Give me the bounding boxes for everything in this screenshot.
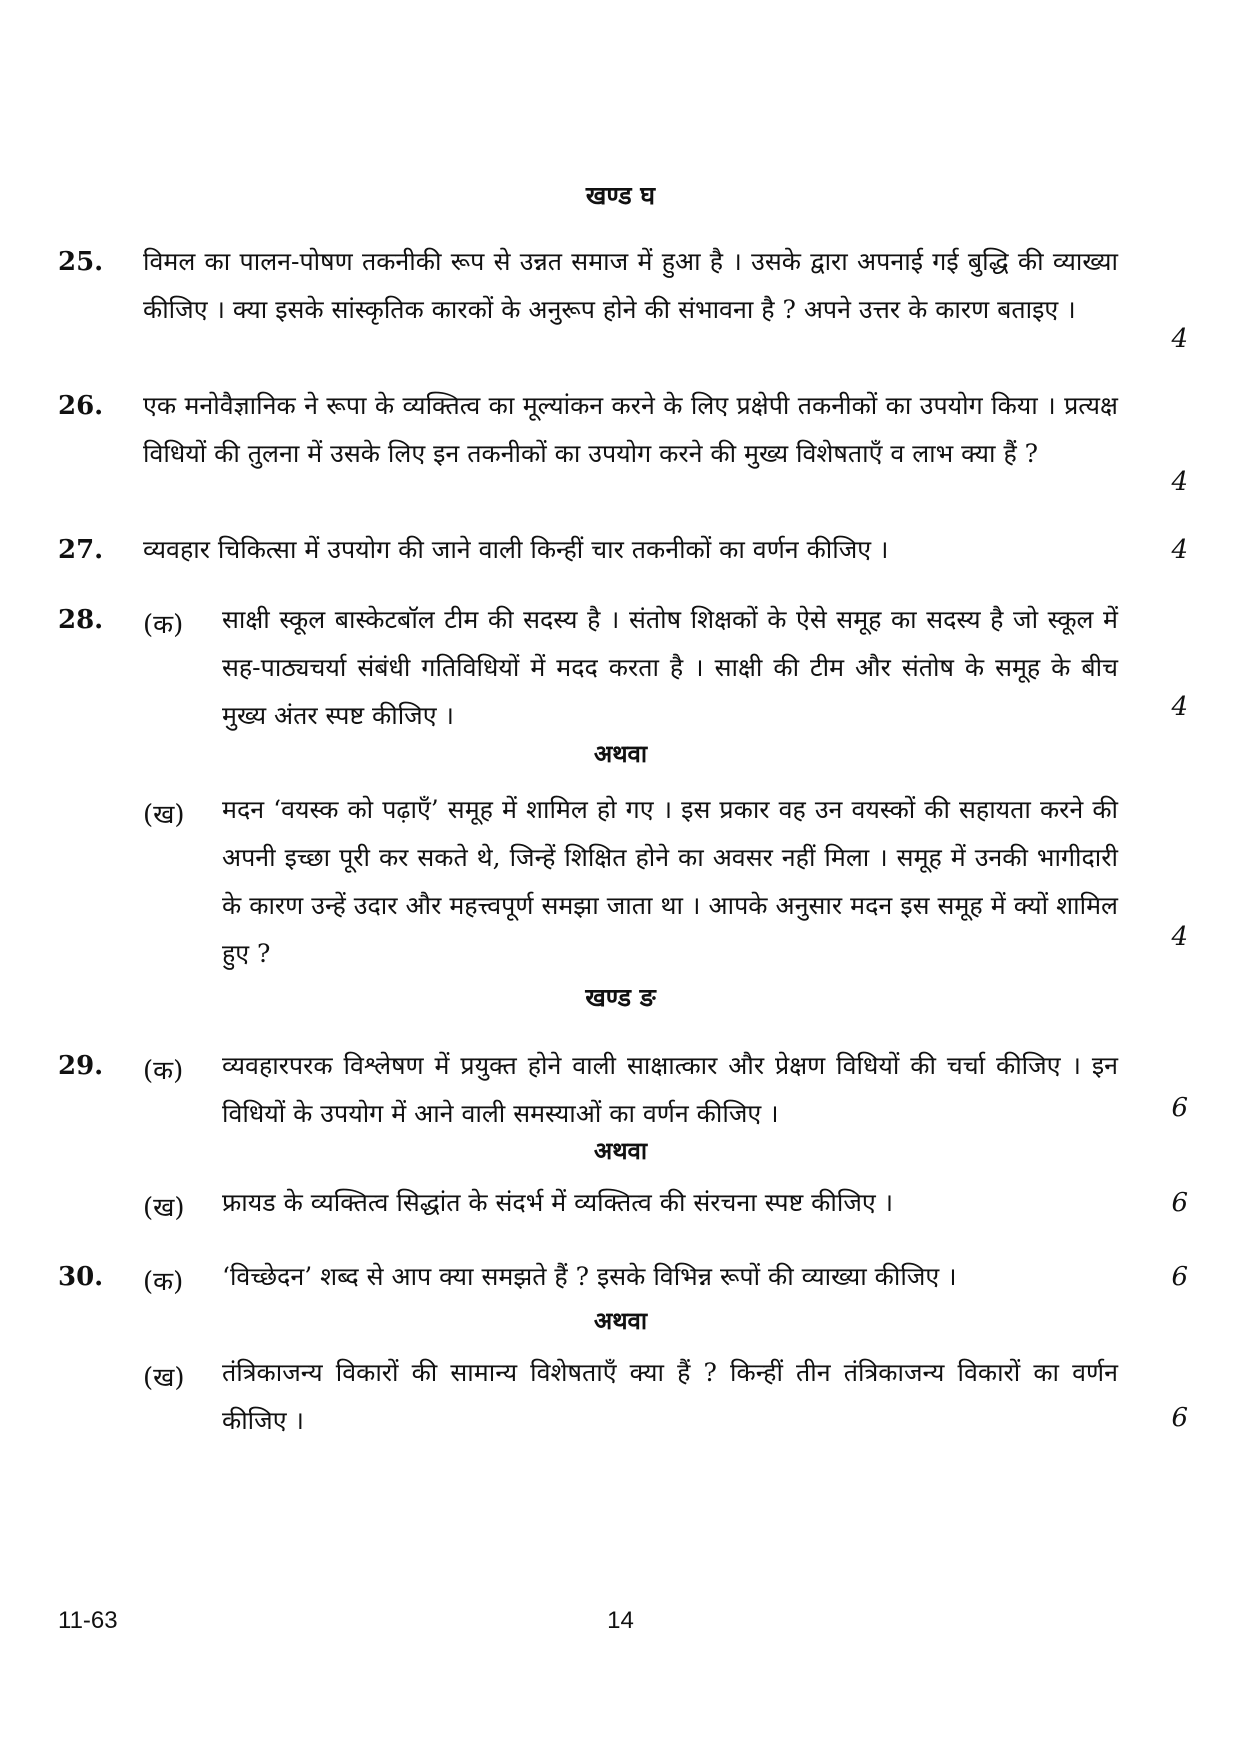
- question-30-part-a-text: ‘विच्छेदन’ शब्द से आप क्या समझते हैं ? इसके विभिन्न रूपों की व्याख्या कीजिए ।: [222, 1262, 957, 1291]
- question-30-part-b-label: (ख): [143, 1363, 185, 1393]
- question-text-25: विमल का पालन-पोषण तकनीकी रूप से उन्नत समाज में हुआ है । उसके द्वारा अपनाई गई बुद्धि की व्याख्या कीजिए । क्या इसके सांस्कृतिक कारकों के अनुरूप होने की संभावना है ? अपने उत्तर के कारण बताइए ।: [143, 247, 1118, 324]
- or-divider-30: अथवा: [593, 1306, 648, 1335]
- question-number-29: 29.: [58, 1051, 104, 1081]
- question-28-part-a-text: साक्षी स्कूल बास्केटबॉल टीम की सदस्य है । संतोष शिक्षकों के ऐसे समूह का सदस्य है जो स्कूल में सह-पाठ्यचर्या संबंधी गतिविधियों में मदद करता है । साक्षी की टीम और संतोष के समूह के बीच मुख्य अंतर स्पष्ट कीजिए ।: [222, 605, 1118, 730]
- page-number: 14: [607, 1607, 634, 1634]
- question-28-part-a-label: (क): [143, 610, 184, 640]
- question-number-30: 30.: [58, 1262, 104, 1292]
- question-30-part-b-marks: 6: [1171, 1403, 1188, 1433]
- question-30-part-a-label: (क): [143, 1267, 184, 1297]
- question-number-28: 28.: [58, 605, 104, 635]
- question-29-part-a-text: व्यवहारपरक विश्लेषण में प्रयुक्त होने वाली साक्षात्कार और प्रेक्षण विधियों की चर्चा कीजिए । इन विधियों के उपयोग में आने वाली समस्याओं का वर्णन कीजिए ।: [222, 1051, 1118, 1128]
- or-divider-28: अथवा: [593, 739, 648, 768]
- question-number-26: 26.: [58, 391, 104, 421]
- question-number-25: 25.: [58, 247, 104, 277]
- question-28-part-b-label: (ख): [143, 800, 185, 830]
- question-text-27: व्यवहार चिकित्सा में उपयोग की जाने वाली किन्हीं चार तकनीकों का वर्णन कीजिए ।: [143, 535, 889, 564]
- question-marks-25: 4: [1171, 324, 1188, 354]
- question-29-part-b-text: फ्रायड के व्यक्तित्व सिद्धांत के संदर्भ में व्यक्तित्व की संरचना स्पष्ट कीजिए ।: [222, 1188, 894, 1217]
- footer-code: 11-63: [58, 1607, 118, 1634]
- question-28-part-a-marks: 4: [1171, 692, 1188, 722]
- question-number-27: 27.: [58, 535, 104, 565]
- question-30-part-a-marks: 6: [1171, 1262, 1188, 1292]
- question-29-part-a-label: (क): [143, 1056, 184, 1086]
- question-30-part-b-text: तंत्रिकाजन्य विकारों की सामान्य विशेषताएँ क्या हैं ? किन्हीं तीन तंत्रिकाजन्य विकारों का वर्णन कीजिए ।: [222, 1358, 1118, 1435]
- question-29-part-b-label: (ख): [143, 1193, 185, 1223]
- question-28-part-b-text: मदन ‘वयस्क को पढ़ाएँ’ समूह में शामिल हो गए । इस प्रकार वह उन वयस्कों की सहायता करने की अपनी इच्छा पूरी कर सकते थे, जिन्हें शिक्षित होने का अवसर नहीं मिला । समूह में उनकी भागीदारी के कारण उन्हें उदार और महत्त्वपूर्ण समझा जाता था । आपके अनुसार मदन इस समूह में क्यों शामिल हुए ?: [222, 795, 1118, 968]
- or-divider-29: अथवा: [593, 1136, 648, 1165]
- question-text-26: एक मनोवैज्ञानिक ने रूपा के व्यक्तित्व का मूल्यांकन करने के लिए प्रक्षेपी तकनीकों का उपयोग किया । प्रत्यक्ष विधियों की तुलना में उसके लिए इन तकनीकों का उपयोग करने की मुख्य विशेषताएँ व लाभ क्या हैं ?: [143, 391, 1118, 468]
- question-28-part-b-marks: 4: [1171, 922, 1188, 952]
- question-marks-26: 4: [1171, 467, 1188, 497]
- question-marks-27: 4: [1171, 535, 1188, 565]
- question-29-part-a-marks: 6: [1171, 1093, 1188, 1123]
- section-heading-d: खण्ड घ: [585, 181, 656, 210]
- section-heading-e: खण्ड ङ: [585, 983, 656, 1012]
- question-29-part-b-marks: 6: [1171, 1188, 1188, 1218]
